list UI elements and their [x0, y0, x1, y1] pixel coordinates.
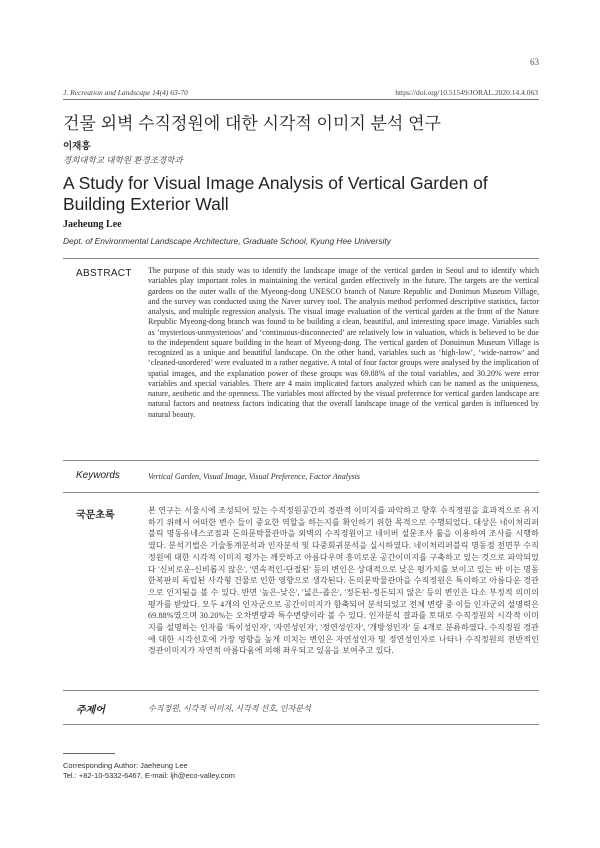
corresponding-author: Corresponding Author: Jaeheung Lee: [63, 761, 188, 770]
english-affiliation: Dept. of Environmental Landscape Architecture, Graduate School, Kyung Hee University: [63, 236, 391, 246]
doi-link[interactable]: https://doi.org/10.51549/JORAL.2020.14.4.063: [395, 88, 538, 97]
keywords-bottom-divider: [63, 492, 539, 493]
abstract-bottom-divider: [63, 460, 539, 461]
korean-title: 건물 외벽 수직정원에 대한 시각적 이미지 분석 연구: [63, 114, 441, 133]
english-author: Jaeheung Lee: [63, 219, 122, 230]
author-contact: Tel.: +82-10-5332-6467, E-mail: ljh@eco-valley.com: [63, 771, 235, 780]
keywords-label: Keywords: [76, 470, 120, 481]
abstract-body: The purpose of this study was to identify the landscape image of the vertical garden in Seoul and to identify which variables play important roles in maintaining the vertical garden effectively in the future. The targets are the vertical gardens on the outer walls of the Myeong-dong UNESCO branch of Nature Republic and Donimun Museum Village, and the survey was conducted using the Naver survey tool. The analysis method performed descriptive statistics, factor analysis, and multiple regression analysis. The visual image evaluation of the vertical garden at the front of the Nature Republic Myeong-dong branch was found to be building a clean, beautiful, and interesting space image. Variables such as ‘mysterious-unmysterious’ and ‘continuous-disconnected’ are relatively low in valuation, which is believed to be due to the independent square building in the heart of Myeong-dong. The vertical garden of Donuimun Museum Village is recognized as a unique and beautiful landscape. On the other hand, variables such as ‘high-low’, ‘wide-narrow’ and ‘cleaned-unordered’ were evaluated in a rather negative. A total of four factor groups were analysed by the implication of spatial images, and the explanation power of these groups was 69.88% of the total variables, and 30.20% were error variables and special variables. There are 4 main implicated factors analyzed which can be named as the uniqueness, nature, aesthetic and the openness. The variables most affected by the visual preference for vertical garden landscape are natural factors and neatness factors indicating that the overall landscape image of the vertical garden is influenced by natural beauty.: [148, 266, 539, 419]
keywords-list: Vertical Garden, Visual Image, Visual Preference, Factor Analysis: [148, 472, 360, 481]
korean-keywords-bottom-divider: [63, 724, 539, 725]
header-divider: [63, 99, 539, 100]
abstract-label: ABSTRACT: [76, 268, 132, 279]
footnote-divider: [63, 753, 115, 754]
korean-abstract-body: 본 연구는 서울시에 조성되어 있는 수직정원공간의 경관적 이미지를 파악하고 향후 수직정원을 효과적으로 유지하기 위해서 어떠한 변수 들이 중요한 역할을 하는지를 확인하기 위한 목적으로 수행되었다. 대상은 네이처리퍼블릭 명동유네스코점과 돈의문박물관마을 외벽의 수직정원이고 네이버 설문조사 툴을 이용하여 조사를 시행하였다. 분석기법은 기술통계분석과 인자분석 및 다중회귀분석을 실시하였다. 네이처리퍼블릭 명동점 전면부 수직정원에 대한 시각적 이미지 평가는 깨끗하고 아름다우며 흥미로운 공간이미지를 구축하고 있는 것으로 파악되었다 '신비로운-신비롭지 않은', '연속적인-단절된' 등의 변인은 상대적으로 낮은 평가치를 보이고 있는 바 이는 명동 한복판의 독립된 사각형 건물로 인한 영향으로 생각된다. 돈의문박물관마을 수직정원은 특이하고 아름다운 경관으로 인지됨을 볼 수 있다. 반면 '높은-낮은', '넓은-좁은', '정돈된-정돈되지 않은' 등의 변인은 다소 부정적 의미의 평가를 받았다. 모두 4개의 인자군으로 공간이미지가 함축되어 분석되었고 전체 변량 중 이들 인자군의 설명력은 69.88%였으며 30.20%는 오차변량과 특수변량이라 볼 수 있다. 인자분석 결과를 토대로 수직정원의 시각적 이미지를 설명하는 인자를 '특이성인자', '자연성인자', '정연성인자', '개방성인자' 등 4개로 분류하였다. 수직정원 경관에 대한 시각선호에 가장 영향을 높게 미치는 변인은 자연성인자 및 정연성인자로 나타나 수직정원의 전반적인 경관이미지가 자연적 아름다움에 의해 좌우되고 있음을 보여주고 있다.: [148, 506, 539, 656]
korean-keywords-label: 주제어: [76, 705, 105, 716]
page-number: 63: [530, 57, 539, 67]
korean-abstract-label: 국문초록: [76, 510, 115, 521]
abstract-top-divider: [63, 258, 539, 259]
korean-author: 이재흥: [63, 141, 91, 152]
korean-keywords-list: 수직정원, 시각적 이미지, 시각적 선호, 인자분석: [148, 704, 311, 713]
journal-reference: J. Recreation and Landscape 14(4) 63-70: [63, 88, 188, 97]
korean-affiliation: 경희대학교 대학원 환경조경학과: [63, 155, 183, 165]
korean-abstract-bottom-divider: [63, 690, 539, 691]
english-title: A Study for Visual Image Analysis of Vertical Garden of Building Exterior Wall: [63, 173, 488, 214]
